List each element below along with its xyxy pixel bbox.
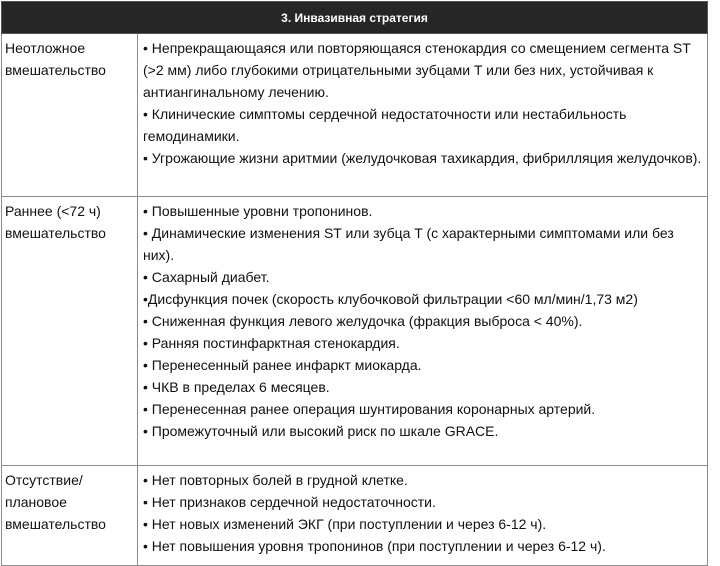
row-label-early: Раннее (<72 ч) вмешательство: [2, 197, 138, 466]
invasive-strategy-table: [1, 1, 708, 566]
criterion-item: • Перенесенный ранее инфаркт миокарда.: [143, 357, 422, 373]
criterion-item: •Дисфункция почек (скорость клубочковой фильтрации <60 мл/мин/1,73 м2): [143, 291, 638, 307]
row-criteria-early: [138, 197, 708, 466]
table-row-early: [2, 197, 708, 466]
criterion-item: • Ранняя постинфарктная стенокардия.: [143, 335, 400, 351]
criterion-item: • Непрекращающаяся или повторяющаяся стенокардия со смещением сегмента ST (>2 мм) либо глубокими отрицательными зубцами T или без них, устойчивая к антиангинальному лечению.: [143, 40, 691, 100]
criterion-item: • Динамические изменения ST или зубца T (с характерными симптомами или без них).: [143, 225, 674, 263]
criterion-item: • Перенесенная ранее операция шунтирования коронарных артерий.: [143, 401, 596, 417]
criterion-item: • Повышенные уровни тропонинов.: [143, 203, 373, 219]
criterion-item: • Промежуточный или высокий риск по шкале GRACE.: [143, 423, 499, 439]
row-criteria-absent: [138, 466, 708, 566]
criterion-item: • Нет новых изменений ЭКГ (при поступлении и через 6-12 ч).: [143, 516, 547, 532]
criterion-item: • Клинические симптомы сердечной недостаточности или нестабильность гемодинамики.: [143, 106, 627, 144]
criterion-item: • Нет признаков сердечной недостаточности.: [143, 494, 436, 510]
table-row-urgent: [2, 34, 708, 197]
criterion-item: • Сниженная функция левого желудочка (фракция выброса < 40%).: [143, 313, 583, 329]
criterion-item: • ЧКВ в пределах 6 месяцев.: [143, 379, 330, 395]
row-criteria-urgent: [138, 34, 708, 197]
criterion-item: • Угрожающие жизни аритмии (желудочковая тахикардия, фибрилляция желудочков).: [143, 150, 702, 166]
criterion-item: • Нет повышения уровня тропонинов (при поступлении и через 6-12 ч).: [143, 538, 606, 554]
table-title: 3. Инвазивная стратегия: [2, 2, 708, 34]
criterion-item: • Сахарный диабет.: [143, 269, 270, 285]
row-label-absent: Отсутствие/ плановое вмешательство: [2, 466, 138, 566]
table-row-absent: [2, 466, 708, 566]
row-label-urgent: Неотложное вмешательство: [2, 34, 138, 197]
table-header-row: [2, 2, 708, 34]
criterion-item: • Нет повторных болей в грудной клетке.: [143, 472, 408, 488]
